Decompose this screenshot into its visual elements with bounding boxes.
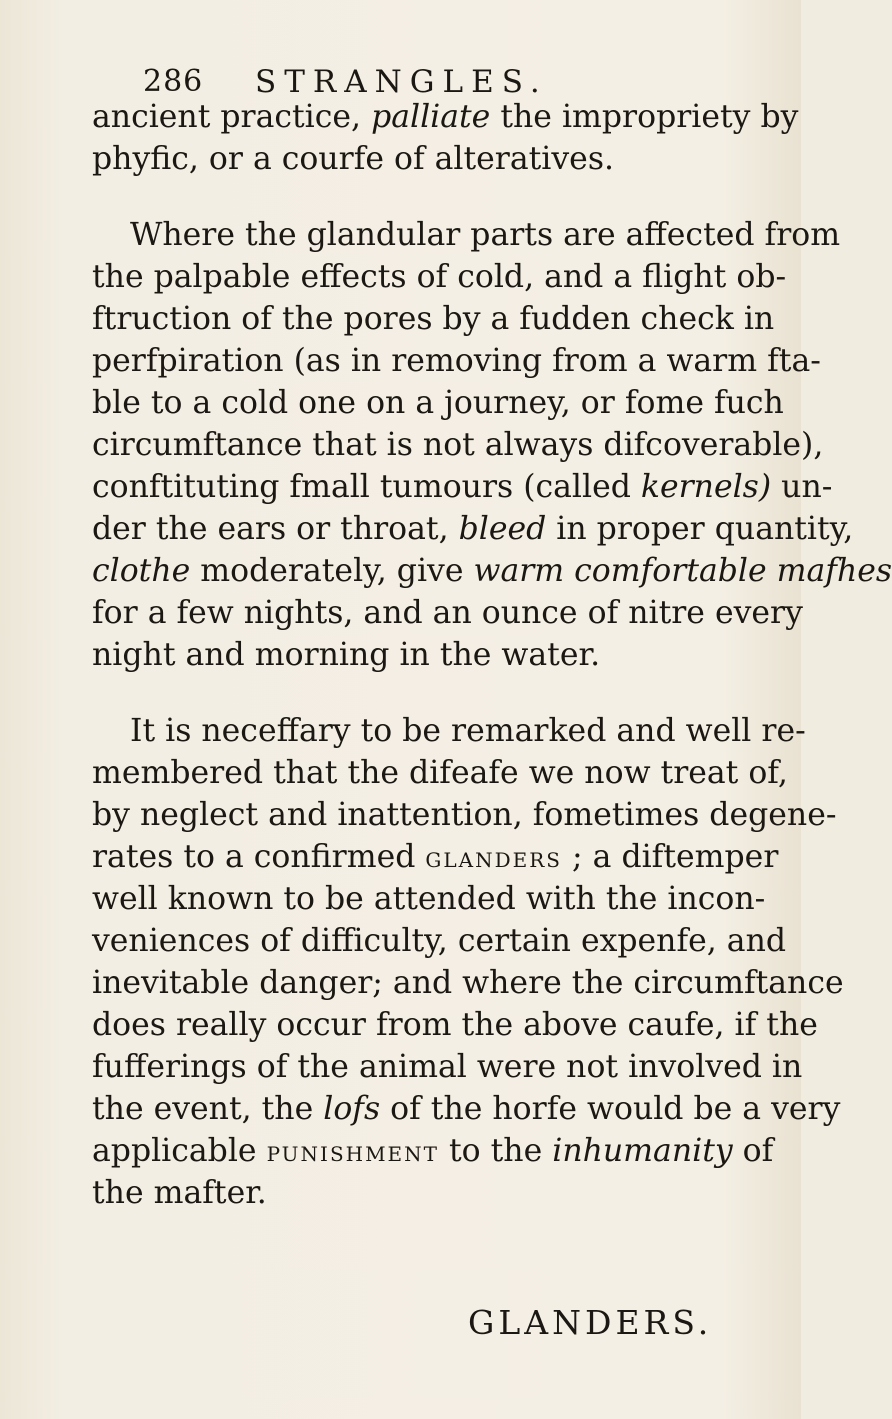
italic-run: bleed (458, 511, 547, 547)
italic-run: lofs (323, 1091, 381, 1127)
text-run: Where the glandular parts are affected from (130, 217, 841, 253)
text-run: does really occur from the above caufe, if the (92, 1007, 818, 1043)
text-run: applicable (92, 1133, 267, 1169)
running-title: STRANGLES. (255, 64, 548, 100)
text-run: ; a diftemper (562, 839, 779, 875)
text-line (92, 878, 766, 920)
text-run: der the ears or throat, (92, 511, 459, 547)
text-run: night and morning in the water. (92, 637, 601, 673)
text-line (92, 1004, 818, 1046)
text-run: of (732, 1133, 774, 1169)
text-run: to the (439, 1133, 553, 1169)
text-run: in proper quantity, (546, 511, 854, 547)
paragraph (92, 214, 892, 676)
paragraph (92, 710, 844, 1214)
paragraph (92, 96, 799, 180)
text-run: perfpiration (as in removing from a warm fta- (92, 343, 821, 379)
text-line (92, 1172, 722, 1214)
text-run: the palpable effects of cold, and a flight ob- (92, 259, 787, 295)
text-line (92, 1046, 803, 1088)
text-run: well known to be attended with the incon- (92, 881, 766, 917)
text-run: ftruction of the pores by a fudden check in (92, 301, 775, 337)
text-line (92, 1088, 841, 1130)
text-run: It is neceffary to be remarked and well re- (130, 713, 806, 749)
text-run: the impropriety by (490, 99, 799, 135)
body-text (92, 96, 892, 1214)
text-run: of the horfe would be a very (380, 1091, 841, 1127)
text-run: veniences of difficulty, certain expenfe, and (92, 923, 787, 959)
text-run: moderately, give (190, 553, 474, 589)
text-run: rates to a confirmed (92, 839, 426, 875)
text-line (92, 340, 821, 382)
text-line (92, 298, 775, 340)
text-run: conftituting fmall tumours (called (92, 469, 641, 505)
small-caps-run: punishment (266, 1135, 439, 1168)
text-line (92, 550, 892, 592)
text-line (92, 836, 779, 878)
text-line (92, 752, 788, 794)
text-line (92, 794, 837, 836)
text-line (92, 508, 854, 550)
text-line (92, 920, 787, 962)
text-line (92, 382, 784, 424)
text-run: membered that the difeafe we now treat of, (92, 755, 788, 791)
paragraph-gap (92, 676, 722, 710)
text-line (92, 634, 722, 676)
text-run: phyfic, or a courfe of alteratives. (92, 141, 614, 177)
text-run: inevitable danger; and where the circumftance (92, 965, 844, 1001)
text-line (92, 710, 806, 752)
paragraph-gap (92, 180, 722, 214)
text-run: for a few nights, and an ounce of nitre every (92, 595, 803, 631)
italic-run: inhumanity (552, 1133, 733, 1169)
italic-run: clothe (92, 553, 191, 589)
text-line (92, 96, 799, 138)
text-line (92, 1130, 774, 1172)
small-caps-run: glanders (425, 841, 563, 874)
text-line (92, 214, 841, 256)
catchword: GLANDERS. (468, 1303, 713, 1342)
text-run: un- (771, 469, 833, 505)
text-run: the event, the (92, 1091, 324, 1127)
text-run: by neglect and inattention, fometimes degene- (92, 797, 837, 833)
text-run: the mafter. (92, 1175, 267, 1211)
text-run: circumftance that is not always difcoverable), (92, 427, 824, 463)
text-run: fufferings of the animal were not involved in (92, 1049, 803, 1085)
text-line (92, 424, 824, 466)
text-line (92, 256, 787, 298)
text-line (92, 138, 722, 180)
italic-run: kernels) (640, 469, 772, 505)
italic-run: palliate (371, 99, 491, 135)
text-run: ancient practice, (92, 99, 372, 135)
italic-run: warm comfortable mafhes (473, 553, 892, 589)
text-line (92, 592, 803, 634)
text-line (92, 962, 844, 1004)
text-run: ble to a cold one on a journey, or fome fuch (92, 385, 784, 421)
text-line (92, 466, 833, 508)
page-number: 286 (143, 64, 204, 99)
